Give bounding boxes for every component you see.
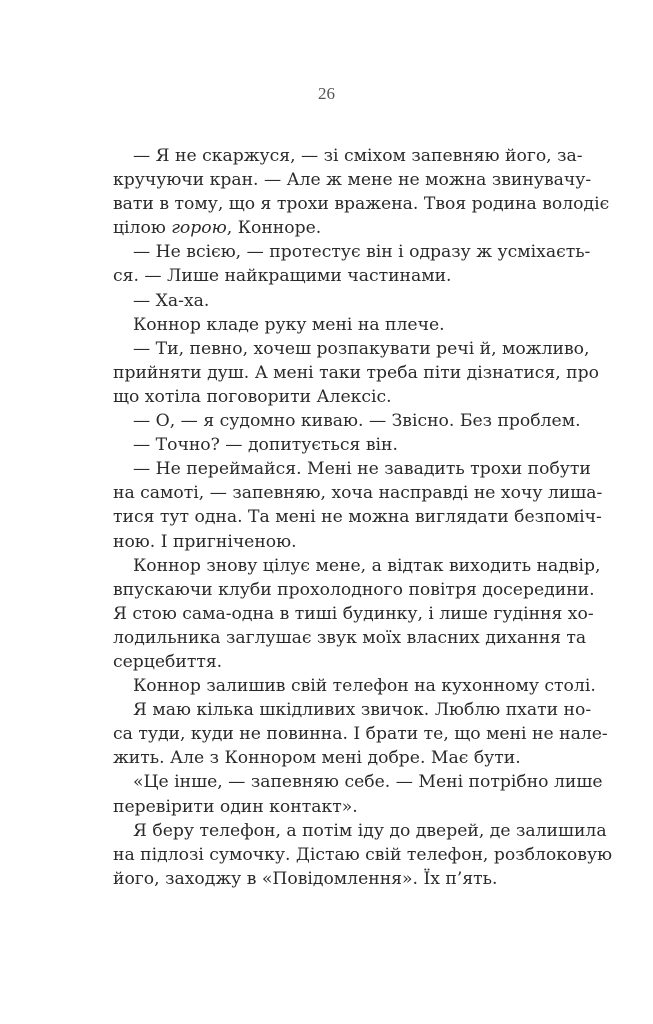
- text-line: — Ти, певно, хочеш розпакувати речі й, можливо,: [133, 338, 590, 359]
- text-line: тися тут одна. Та мені не можна виглядати безпоміч-: [113, 507, 602, 528]
- text-line: Коннор залишив свій телефон на кухонному столі.: [133, 676, 596, 697]
- text-line: «Це інше, — запевняю себе. — Мені потрібно лише: [133, 772, 603, 793]
- text-line: впускаючи клуби прохолодного повітря досередини.: [113, 579, 595, 600]
- text-segment: , Конноре.: [226, 218, 322, 239]
- text-line: Я стою сама-одна в тиші будинку, і лише гудіння хо-: [113, 603, 594, 624]
- text-line: кручуючи кран. — Але ж мене не можна звинувачу-: [113, 170, 592, 191]
- text-line: Я беру телефон, а потім іду до дверей, де залишила: [133, 820, 607, 841]
- text-line: — Не переймайся. Мені не завадить трохи побути: [133, 459, 591, 480]
- body-text: [113, 144, 613, 891]
- text-line: що хотіла поговорити Алексіс.: [113, 386, 392, 407]
- text-line: прийняти душ. А мені таки треба піти дізнатися, про: [113, 362, 599, 383]
- text-line: — Я не скаржуся, — зі сміхом запевняю його, за-: [133, 146, 583, 166]
- text-line: перевірити один контакт».: [113, 796, 358, 817]
- text-line: Коннор знову цілує мене, а відтак виходить надвір,: [133, 555, 601, 576]
- text-line: ся. — Лише найкращими частинами.: [113, 266, 452, 287]
- text-line: вати в тому, що я трохи вражена. Твоя родина володіє: [113, 194, 610, 215]
- text-line: лодильника заглушає звук моїх власних дихання та: [113, 627, 587, 648]
- page-number: 26: [318, 84, 335, 103]
- text-line: — Не всією, — протестує він і одразу ж усміхаєть-: [133, 242, 591, 263]
- text-line: Коннор кладе руку мені на плече.: [133, 314, 445, 335]
- text-line: — Точно? — допитується він.: [133, 435, 398, 456]
- text-line: — Ха-ха.: [133, 290, 210, 311]
- text-segment: цілою: [113, 218, 172, 239]
- text-line: серцебиття.: [113, 651, 223, 672]
- text-line: са туди, куди не повинна. І брати те, що мені не нале-: [113, 724, 608, 745]
- text-line: на підлозі сумочку. Дістаю свій телефон, розблоковую: [113, 844, 613, 865]
- text-line: [113, 216, 572, 240]
- text-line: жить. Але з Коннором мені добре. Має бути.: [113, 748, 521, 769]
- text-line: — О, — я судомно киваю. — Звісно. Без проблем.: [133, 411, 581, 432]
- text-line: на самоті, — запевняю, хоча насправді не хочу лиша-: [113, 483, 603, 504]
- text-line: Я маю кілька шкідливих звичок. Люблю пхати но-: [133, 700, 592, 721]
- italic-text: горою: [171, 218, 227, 239]
- text-line: ною. І пригніченою.: [113, 531, 297, 552]
- text-line: його, заходжу в «Повідомлення». Їх п’ять.: [113, 868, 498, 889]
